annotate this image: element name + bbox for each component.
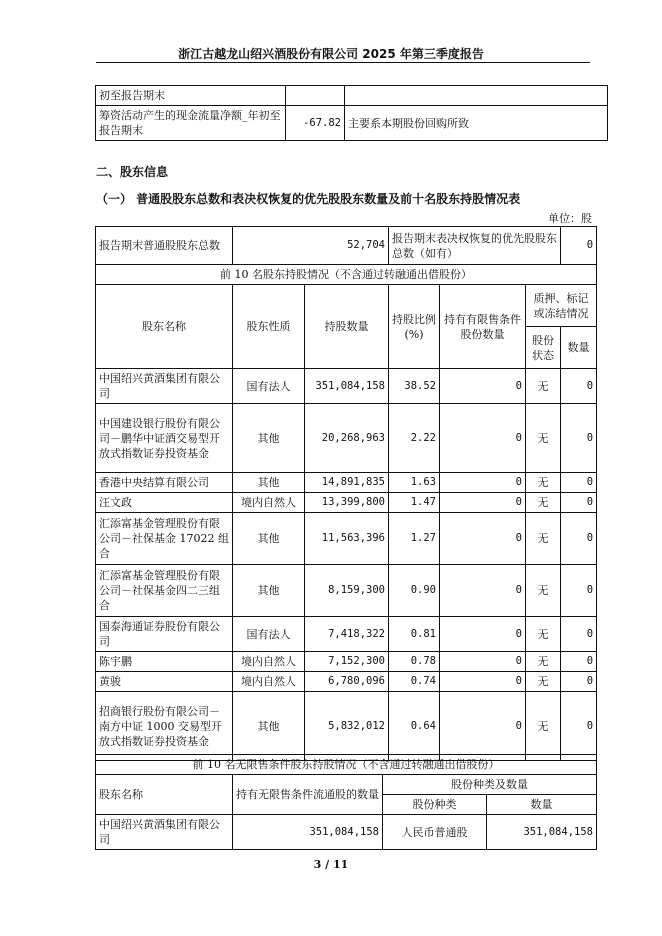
shareholder-name: 国泰海通证券股份有限公司 (96, 617, 233, 652)
shareholder-qty: 0 (561, 692, 597, 761)
shareholder-shares: 7,152,300 (305, 652, 389, 672)
header-name: 股东名称 (96, 285, 233, 369)
shareholder-name: 汇添富基金管理股份有限公司－社保基金四二三组合 (96, 565, 233, 617)
shareholder-shares: 13,399,800 (305, 493, 389, 513)
table-row (96, 565, 597, 617)
shareholder-ratio: 38.52 (389, 369, 440, 404)
header-pledge: 质押、标记或冻结情况 (526, 285, 597, 327)
shareholder-name: 黄骏 (96, 672, 233, 692)
shareholder-qty: 0 (561, 493, 597, 513)
table-row (96, 369, 597, 404)
header-ratio: 持股比例(%) (389, 285, 440, 369)
shareholder-nature: 境内自然人 (233, 672, 305, 692)
shareholder-restricted: 0 (440, 692, 526, 761)
cashflow-row2-reason: 主要系本期股份回购所致 (345, 106, 608, 141)
shareholder-ratio: 0.74 (389, 672, 440, 692)
header-qty: 数量 (561, 327, 597, 369)
shareholder-status: 无 (526, 652, 561, 672)
table-row (96, 473, 597, 493)
unrestricted-count: 351,084,158 (233, 815, 383, 850)
shareholder-status: 无 (526, 493, 561, 513)
shareholder-qty: 0 (561, 617, 597, 652)
shareholder-shares: 351,084,158 (305, 369, 389, 404)
shareholder-restricted: 0 (440, 672, 526, 692)
shareholder-ratio: 2.22 (389, 404, 440, 473)
header-status: 股份状态 (526, 327, 561, 369)
shareholder-qty: 0 (561, 473, 597, 493)
shareholder-nature: 其他 (233, 513, 305, 565)
table-row (96, 493, 597, 513)
unit-label: 单位：股 (548, 212, 592, 225)
shareholder-restricted: 0 (440, 473, 526, 493)
top10-caption: 前 10 名股东持股情况（不含通过转融通出借股份） (96, 265, 597, 285)
header-nature: 股东性质 (233, 285, 305, 369)
shareholder-nature: 其他 (233, 404, 305, 473)
shareholder-shares: 14,891,835 (305, 473, 389, 493)
header-rule (96, 62, 590, 63)
shareholder-status: 无 (526, 513, 561, 565)
shareholder-name: 招商银行股份有限公司－南方中证 1000 交易型开放式指数证券投资基金 (96, 692, 233, 761)
shareholder-status: 无 (526, 617, 561, 652)
shareholder-name: 陈宇鹏 (96, 652, 233, 672)
cashflow-row2-label: 筹资活动产生的现金流量净额_年初至报告期末 (96, 106, 286, 141)
shareholder-qty: 0 (561, 565, 597, 617)
shareholder-nature: 其他 (233, 473, 305, 493)
header-shares: 持股数量 (305, 285, 389, 369)
table-row (96, 652, 597, 672)
unrestricted-name: 中国绍兴黄酒集团有限公司 (96, 815, 233, 850)
shareholder-status: 无 (526, 672, 561, 692)
section-title-shareholders: 二、股东信息 (96, 165, 169, 179)
preferred-holders-value: 0 (561, 227, 597, 265)
section-subtitle-top10: （一） 普通股股东总数和表决权恢复的优先股股东数量及前十名股东持股情况表 (96, 192, 521, 206)
shareholder-name: 汪文政 (96, 493, 233, 513)
table-row (96, 692, 597, 761)
unrestricted-table (95, 754, 597, 850)
shareholder-status: 无 (526, 473, 561, 493)
shareholder-ratio: 0.64 (389, 692, 440, 761)
shareholder-shares: 8,159,300 (305, 565, 389, 617)
shareholder-restricted: 0 (440, 369, 526, 404)
cashflow-row1-label: 初至报告期末 (96, 86, 286, 106)
preferred-holders-label: 报告期末表决权恢复的优先股股东总数（如有） (389, 227, 561, 265)
unrestricted-caption: 前 10 名无限售条件股东持股情况（不含通过转融通出借股份） (96, 755, 597, 775)
shareholder-restricted: 0 (440, 513, 526, 565)
shareholder-nature: 其他 (233, 692, 305, 761)
shareholder-restricted: 0 (440, 493, 526, 513)
shareholder-restricted: 0 (440, 652, 526, 672)
unrestricted-header-type-group: 股份种类及数量 (383, 775, 597, 795)
table-row (96, 672, 597, 692)
shareholder-status: 无 (526, 404, 561, 473)
shareholder-qty: 0 (561, 672, 597, 692)
report-header: 浙江古越龙山绍兴酒股份有限公司 2025 年第三季度报告 (178, 47, 484, 61)
shareholder-ratio: 1.47 (389, 493, 440, 513)
shareholder-qty: 0 (561, 652, 597, 672)
shareholder-name: 中国建设银行股份有限公司－鹏华中证酒交易型开放式指数证券投资基金 (96, 404, 233, 473)
shareholder-ratio: 0.78 (389, 652, 440, 672)
shareholder-shares: 11,563,396 (305, 513, 389, 565)
cashflow-table (95, 85, 608, 141)
shareholder-restricted: 0 (440, 565, 526, 617)
shareholder-ratio: 0.81 (389, 617, 440, 652)
cashflow-row2-value: -67.82 (286, 106, 345, 141)
shareholder-ratio: 1.63 (389, 473, 440, 493)
shareholder-name: 中国绍兴黄酒集团有限公司 (96, 369, 233, 404)
shareholder-name: 汇添富基金管理股份有限公司－社保基金 17022 组合 (96, 513, 233, 565)
shareholder-restricted: 0 (440, 404, 526, 473)
shareholder-ratio: 0.90 (389, 565, 440, 617)
shareholder-nature: 国有法人 (233, 617, 305, 652)
total-holders-label: 报告期末普通股股东总数 (96, 227, 233, 265)
shareholder-shares: 20,268,963 (305, 404, 389, 473)
shareholder-name: 香港中央结算有限公司 (96, 473, 233, 493)
shareholder-status: 无 (526, 692, 561, 761)
shareholders-table (95, 226, 597, 761)
shareholder-nature: 境内自然人 (233, 493, 305, 513)
shareholder-restricted: 0 (440, 617, 526, 652)
unrestricted-header-count: 持有无限售条件流通股的数量 (233, 775, 383, 815)
shareholder-ratio: 1.27 (389, 513, 440, 565)
shareholder-shares: 6,780,096 (305, 672, 389, 692)
shareholder-nature: 国有法人 (233, 369, 305, 404)
unrestricted-header-qty: 数量 (487, 795, 597, 815)
page-number: 3 / 11 (313, 858, 349, 871)
unrestricted-qty: 351,084,158 (487, 815, 597, 850)
table-row (96, 815, 597, 850)
shareholder-nature: 境内自然人 (233, 652, 305, 672)
table-row (96, 617, 597, 652)
unrestricted-header-type: 股份种类 (383, 795, 487, 815)
shareholder-shares: 5,832,012 (305, 692, 389, 761)
unrestricted-type: 人民币普通股 (383, 815, 487, 850)
unrestricted-header-name: 股东名称 (96, 775, 233, 815)
shareholder-status: 无 (526, 565, 561, 617)
shareholder-qty: 0 (561, 404, 597, 473)
header-restricted: 持有有限售条件股份数量 (440, 285, 526, 369)
table-row (96, 513, 597, 565)
shareholder-qty: 0 (561, 513, 597, 565)
shareholder-status: 无 (526, 369, 561, 404)
shareholder-qty: 0 (561, 369, 597, 404)
table-row (96, 404, 597, 473)
shareholder-shares: 7,418,322 (305, 617, 389, 652)
shareholder-nature: 其他 (233, 565, 305, 617)
total-holders-value: 52,704 (233, 227, 389, 265)
